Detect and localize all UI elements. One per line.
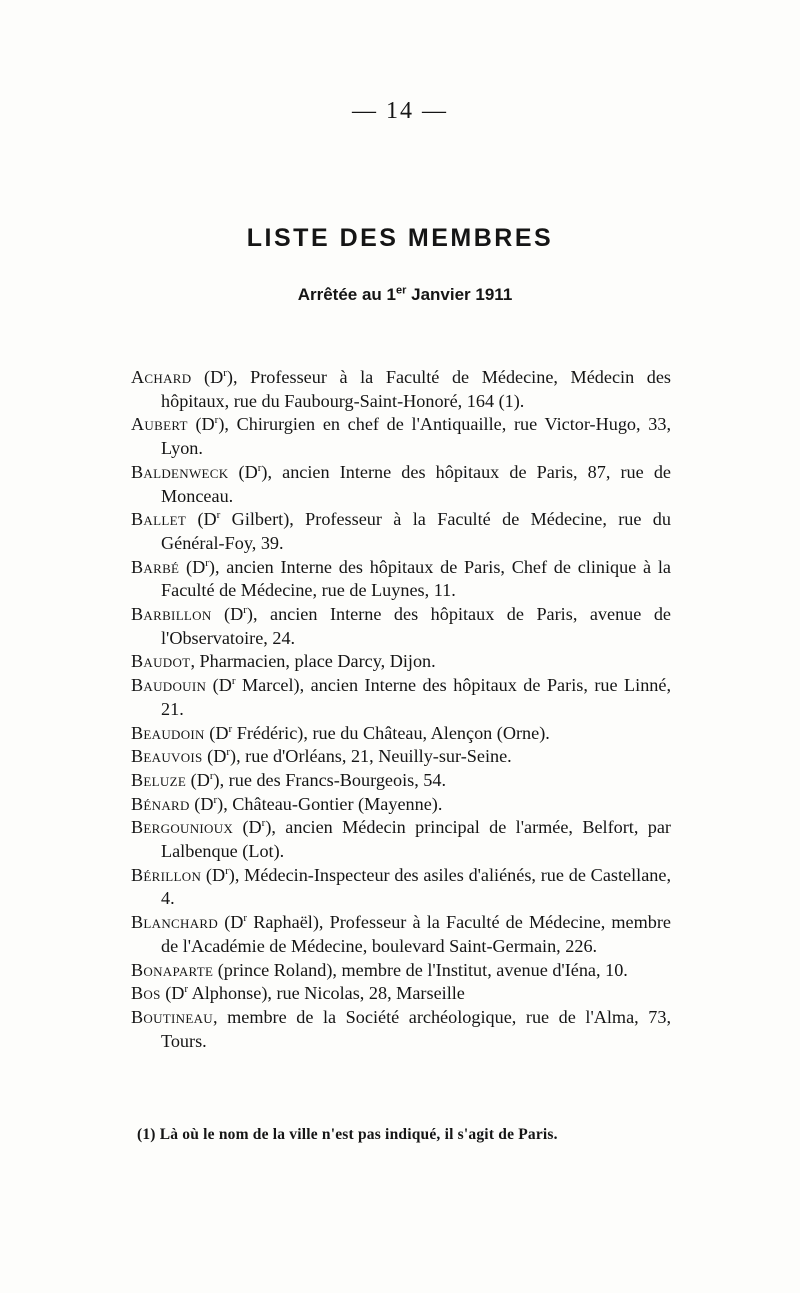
member-title-open: (D xyxy=(202,746,227,767)
member-title-sup: r xyxy=(216,509,221,522)
member-entry xyxy=(131,745,671,769)
member-title-open: (D xyxy=(186,769,210,790)
member-name: Beauvois xyxy=(131,746,203,767)
member-details: , rue des Francs-Bourgeois, 54. xyxy=(219,769,447,790)
member-name: Blanchard xyxy=(131,912,219,933)
member-name: Baudot xyxy=(131,651,191,672)
member-title-open: (D xyxy=(179,556,206,577)
page-number: — 14 — xyxy=(352,98,448,124)
member-details: , ancien Médecin principal de l'armée, Belfort, par Lalbenque (Lot). xyxy=(161,817,671,862)
member-title-close: ) xyxy=(213,769,220,790)
member-title-open: (D xyxy=(228,461,258,482)
member-details: , Chirurgien en chef de l'Antiquaille, rue Victor-Hugo, 33, Lyon. xyxy=(161,414,672,459)
member-title-close: ) xyxy=(208,556,215,577)
member-name: Baldenweck xyxy=(131,461,229,482)
member-details: , Professeur à la Faculté de Médecine, Médecin des hôpitaux, rue du Faubourg-Saint-Honoré, 164 (1). xyxy=(161,367,671,411)
member-title-open: (D xyxy=(191,367,224,387)
member-title-close: ) xyxy=(265,817,272,838)
member-title-sup: r xyxy=(257,461,262,474)
member-entry xyxy=(131,1006,671,1053)
member-details: , ancien Interne des hôpitaux de Paris, avenue de l'Observatoire, 24. xyxy=(161,604,671,648)
member-details: , Pharmacien, place Darcy, Dijon. xyxy=(190,651,436,672)
member-title-sup: r xyxy=(243,603,247,616)
member-title-sup: r xyxy=(228,722,233,735)
member-name: Bos xyxy=(131,983,161,1004)
member-title-open: (D xyxy=(187,414,215,435)
member-title-open: (D xyxy=(218,912,244,933)
member-entry xyxy=(131,461,671,508)
footnote: (1) Là où le nom de la ville n'est pas indiqué, il s'agit de Paris. xyxy=(137,1126,558,1143)
member-title-sup: r xyxy=(214,414,219,427)
member-title-sup: r xyxy=(261,817,266,830)
member-details: , ancien Interne des hôpitaux de Paris, Chef de clinique à la Faculté de Médecine, rue de Luynes, 11. xyxy=(161,556,671,601)
member-title-close: ) xyxy=(226,367,233,387)
member-title-sup: r xyxy=(243,912,248,925)
member-entry xyxy=(131,816,671,863)
member-details: , Château-Gontier (Mayenne). xyxy=(223,793,443,814)
member-name: Bergounioux xyxy=(131,817,234,838)
member-name: Achard xyxy=(131,367,192,387)
member-title-close: ) xyxy=(218,414,225,435)
member-entry xyxy=(131,722,671,746)
page-title: LISTE DES MEMBRES xyxy=(246,224,554,252)
member-name: Barbillon xyxy=(131,604,212,625)
subtitle-before: Arrêtée au 1 xyxy=(297,285,396,304)
member-details: Frédéric), rue du Château, Alençon (Orne). xyxy=(232,722,550,743)
member-title-close: ) xyxy=(230,746,237,767)
member-details: Marcel), ancien Interne des hôpitaux de Paris, rue Linné, 21. xyxy=(161,675,671,719)
member-title-sup: r xyxy=(184,983,189,996)
member-details: (prince Roland), membre de l'Institut, avenue d'Iéna, 10. xyxy=(213,959,628,980)
member-name: Baudouin xyxy=(131,675,207,696)
member-details: , membre de la Société archéologique, rue de l'Alma, 73, Tours. xyxy=(161,1006,671,1051)
member-details: Raphaël), Professeur à la Faculté de Médecine, membre de l'Académie de Médecine, boulevard Saint-Germain, 226. xyxy=(161,912,671,956)
member-title-close: ) xyxy=(228,864,235,885)
member-name: Bérillon xyxy=(131,864,202,885)
member-entry xyxy=(131,982,671,1006)
subtitle-after: Janvier 1911 xyxy=(406,285,513,304)
member-title-close: ) xyxy=(246,604,253,625)
member-entry xyxy=(131,413,671,460)
member-details: Gilbert), Professeur à la Faculté de Médecine, rue du Général-Foy, 39. xyxy=(161,509,671,553)
member-entry xyxy=(131,911,671,958)
member-name: Bénard xyxy=(131,793,190,814)
member-entry xyxy=(131,959,671,983)
subtitle-sup: er xyxy=(396,284,407,297)
member-entry xyxy=(131,769,671,793)
member-entry xyxy=(131,556,671,603)
member-name: Beaudoin xyxy=(131,722,205,743)
member-title-open: (D xyxy=(211,604,244,625)
member-list xyxy=(131,366,671,1053)
member-details: , Médecin-Inspecteur des asiles d'aliénés, rue de Castellane, 4. xyxy=(161,864,671,909)
member-name: Aubert xyxy=(131,414,188,435)
member-title-open: (D xyxy=(206,675,232,696)
member-title-close: ) xyxy=(261,461,268,482)
member-name: Boutineau xyxy=(131,1006,213,1027)
member-title-open: (D xyxy=(189,793,214,814)
member-entry xyxy=(131,674,671,721)
member-title-open: (D xyxy=(160,983,185,1004)
member-entry xyxy=(131,603,671,650)
member-title-close: ) xyxy=(217,793,224,814)
member-name: Bonaparte xyxy=(131,959,214,980)
member-entry xyxy=(131,366,671,413)
member-name: Beluze xyxy=(131,769,187,790)
member-title-sup: r xyxy=(209,769,214,782)
member-details: , rue d'Orléans, 21, Neuilly-sur-Seine. xyxy=(236,746,512,767)
member-entry xyxy=(131,864,671,911)
member-title-open: (D xyxy=(201,864,226,885)
member-name: Ballet xyxy=(131,509,187,530)
member-title-sup: r xyxy=(225,864,229,877)
member-title-sup: r xyxy=(226,746,231,759)
member-entry xyxy=(131,508,671,555)
member-entry xyxy=(131,650,671,674)
member-details: , ancien Interne des hôpitaux de Paris, 87, rue de Monceau. xyxy=(161,461,671,506)
member-title-open: (D xyxy=(186,509,217,530)
member-entry xyxy=(131,793,671,817)
member-title-sup: r xyxy=(231,675,236,688)
subtitle xyxy=(0,285,800,305)
member-name: Barbé xyxy=(131,556,180,577)
member-title-sup: r xyxy=(213,793,218,806)
member-title-open: (D xyxy=(204,722,229,743)
member-title-open: (D xyxy=(233,817,262,838)
member-details: Alphonse), rue Nicolas, 28, Marseille xyxy=(188,983,465,1004)
member-title-sup: r xyxy=(223,366,227,379)
member-title-sup: r xyxy=(205,556,209,569)
